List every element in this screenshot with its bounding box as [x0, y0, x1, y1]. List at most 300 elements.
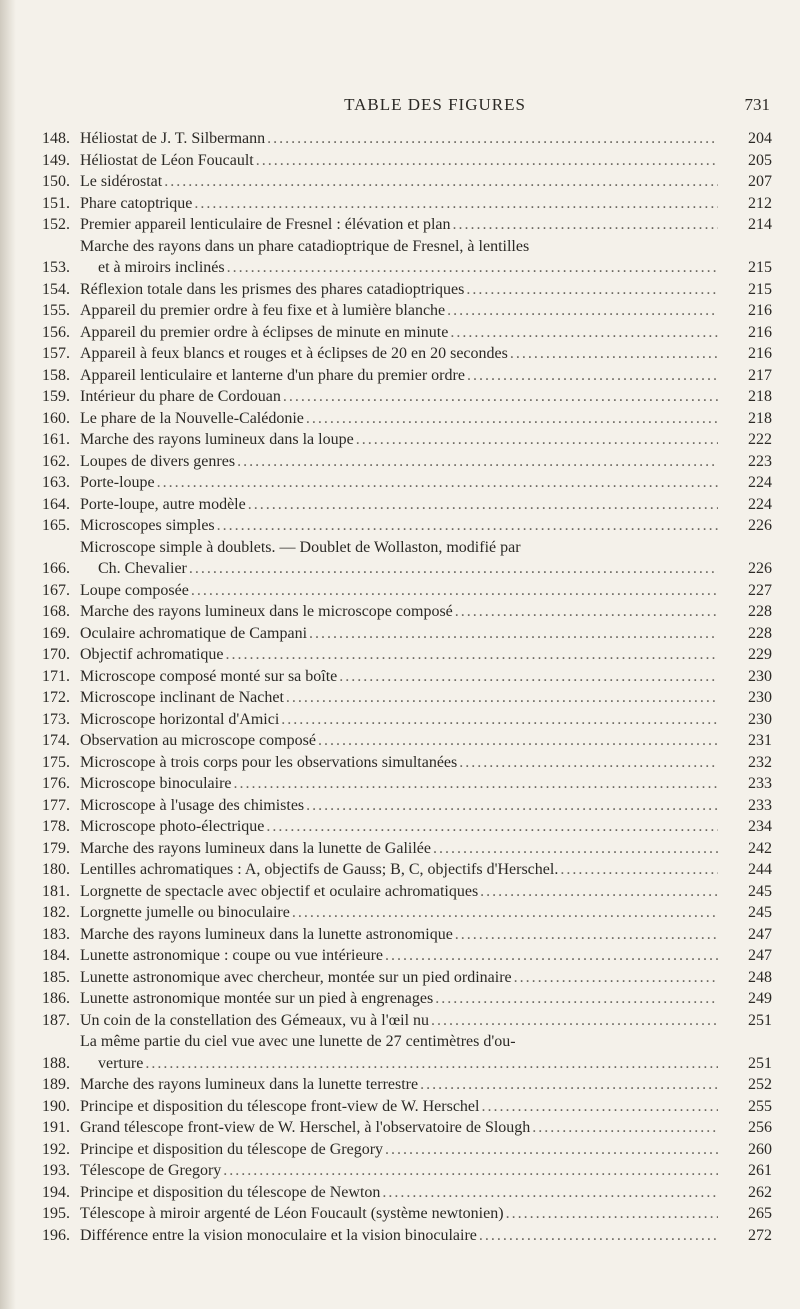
entry-title: Lunette astronomique avec chercheur, montée sur un pied ordinaire	[80, 968, 512, 986]
dot-leader	[418, 1074, 718, 1096]
toc-entry	[0, 924, 800, 946]
entry-title-first-line: Marche des rayons dans un phare catadioptrique de Fresnel, à lentilles	[80, 237, 530, 255]
dot-leader	[264, 816, 718, 838]
toc-entry	[0, 236, 800, 279]
entry-title: Héliostat de Léon Foucault	[80, 151, 254, 169]
toc-entry	[0, 902, 800, 924]
toc-entry	[0, 279, 800, 301]
entry-page: 226	[748, 560, 772, 577]
entry-page: 249	[748, 990, 772, 1007]
entry-page: 251	[748, 1054, 772, 1072]
entry-title: Marche des rayons lumineux dans la lunette astronomique	[80, 925, 453, 943]
entry-leader	[80, 687, 718, 709]
entry-page: 272	[748, 1226, 772, 1244]
entry-number: 161.	[42, 431, 70, 448]
entry-page: 242	[748, 839, 772, 857]
entry-title: Microscope composé monté sur sa boîte	[80, 667, 338, 685]
entry-leader	[80, 1139, 718, 1161]
entry-title: Appareil lenticulaire et lanterne d'un phare du premier ordre	[80, 366, 465, 384]
entry-number: 156.	[42, 323, 70, 341]
toc-entry	[0, 171, 800, 193]
dot-leader	[457, 752, 718, 774]
dot-leader	[246, 494, 718, 516]
entry-number: 186.	[42, 990, 70, 1007]
toc-entry	[0, 709, 800, 731]
entry-title: Microscopes simples	[80, 517, 215, 534]
toc-entry	[0, 1074, 800, 1096]
dot-leader	[162, 171, 718, 193]
entry-page: 245	[748, 882, 772, 900]
toc-entry	[0, 1182, 800, 1204]
entry-page: 247	[748, 947, 772, 964]
toc-entry	[0, 1096, 800, 1118]
entry-leader	[80, 494, 718, 516]
dot-leader	[479, 1096, 718, 1118]
dot-leader	[337, 666, 718, 688]
dot-leader	[279, 709, 718, 731]
page-number: 731	[744, 95, 770, 114]
entry-title: Lunette astronomique : coupe ou vue intérieure	[80, 947, 384, 964]
entry-leader	[80, 171, 718, 193]
entry-page: 251	[748, 1011, 772, 1029]
entry-page: 233	[748, 796, 772, 814]
entry-leader	[80, 451, 718, 473]
entry-number: 166.	[42, 560, 70, 577]
toc-entry	[0, 150, 800, 172]
entry-number: 176.	[42, 775, 70, 792]
entry-page: 245	[748, 904, 772, 921]
dot-leader	[143, 1053, 718, 1075]
toc-entry	[0, 537, 800, 580]
entry-number: 153.	[42, 259, 70, 276]
entry-title: Microscope photo-électrique	[80, 818, 265, 835]
entry-leader	[80, 214, 718, 236]
dot-leader	[451, 214, 718, 236]
entry-page: 232	[748, 753, 772, 771]
entry-number: 172.	[42, 689, 70, 706]
entry-number: 168.	[42, 603, 70, 620]
toc-entry	[0, 687, 800, 709]
dot-leader	[453, 601, 718, 623]
entry-title: Marche des rayons lumineux dans la lunette terrestre	[80, 1076, 419, 1093]
entry-leader	[80, 623, 718, 645]
entry-number: 194.	[42, 1183, 70, 1201]
dot-leader	[232, 773, 719, 795]
entry-leader	[80, 343, 718, 365]
entry-title: Objectif achromatique	[80, 646, 224, 663]
dot-leader	[187, 558, 718, 580]
entry-leader	[80, 601, 718, 623]
entry-title: Un coin de la constellation des Gémeaux, vu à l'œil nu	[80, 1011, 430, 1029]
entry-page: 229	[748, 646, 772, 663]
entry-page: 231	[748, 732, 772, 749]
entry-page: 214	[748, 216, 772, 233]
entry-title: Porte-loupe	[80, 474, 155, 491]
dot-leader	[155, 472, 718, 494]
dot-leader	[433, 988, 718, 1010]
toc-entry	[0, 343, 800, 365]
entry-page: 216	[748, 302, 772, 319]
toc-entry	[0, 1225, 800, 1247]
entry-leader	[80, 752, 718, 774]
entry-number: 159.	[42, 388, 70, 405]
dot-leader	[448, 322, 718, 344]
entry-leader	[80, 902, 718, 924]
toc-entry	[0, 408, 800, 430]
toc-entry	[0, 1010, 800, 1032]
dot-leader	[558, 859, 718, 881]
entry-leader	[80, 988, 718, 1010]
entry-number: 181.	[42, 882, 70, 900]
dot-leader	[477, 1225, 718, 1247]
entry-leader	[80, 967, 718, 989]
entry-leader	[80, 924, 718, 946]
entry-title: Le sidérostat	[80, 173, 163, 190]
entry-leader	[80, 279, 718, 301]
toc-entry	[0, 623, 800, 645]
dot-leader	[383, 1139, 718, 1161]
entry-leader	[80, 193, 718, 215]
entry-page: 226	[748, 517, 772, 534]
toc-entry	[0, 580, 800, 602]
entry-number: 190.	[42, 1097, 70, 1115]
entry-number: 178.	[42, 818, 70, 835]
entry-number: 163.	[42, 474, 70, 491]
entry-page: 247	[748, 925, 772, 943]
entry-number: 150.	[42, 173, 70, 190]
dot-leader	[254, 150, 718, 172]
entry-title: Marche des rayons lumineux dans la loupe	[80, 431, 354, 448]
toc-entry	[0, 752, 800, 774]
entry-title: Lorgnette de spectacle avec objectif et oculaire achromatiques	[80, 882, 479, 900]
dot-leader	[354, 429, 718, 451]
entry-number: 196.	[42, 1226, 70, 1244]
entry-number: 188.	[42, 1054, 70, 1072]
toc-entry	[0, 322, 800, 344]
entry-leader	[80, 408, 718, 430]
toc-entry	[0, 601, 800, 623]
entry-page: 260	[748, 1140, 772, 1158]
toc-entry	[0, 1203, 800, 1225]
dot-leader	[304, 795, 718, 817]
entry-leader	[80, 1182, 718, 1204]
toc-entry	[0, 1139, 800, 1161]
entry-page: 230	[748, 689, 772, 706]
entry-page: 207	[748, 173, 772, 190]
toc-entry	[0, 644, 800, 666]
entry-title: Principe et disposition du télescope de Newton	[80, 1183, 381, 1201]
entry-number: 191.	[42, 1119, 70, 1136]
entry-leader	[80, 666, 718, 688]
entry-number: 155.	[42, 302, 70, 319]
dot-leader	[504, 1203, 718, 1225]
entry-page: 205	[748, 151, 772, 169]
entry-title: Premier appareil lenticulaire de Fresnel : élévation et plan	[80, 216, 451, 233]
dot-leader	[445, 300, 718, 322]
toc-entry	[0, 1031, 800, 1074]
toc-entry	[0, 816, 800, 838]
entry-number: 189.	[42, 1076, 70, 1093]
dot-leader	[224, 644, 719, 666]
entry-page: 261	[748, 1162, 772, 1179]
toc-entry	[0, 945, 800, 967]
entry-title: Lorgnette jumelle ou binoculaire	[80, 904, 290, 921]
entry-number: 179.	[42, 839, 70, 857]
toc-entry	[0, 193, 800, 215]
entry-leader	[80, 1074, 718, 1096]
dot-leader	[192, 193, 718, 215]
entry-leader	[80, 945, 718, 967]
entry-leader	[80, 150, 718, 172]
entry-page: 216	[748, 323, 772, 341]
entry-leader	[80, 816, 718, 838]
entry-leader	[80, 1096, 718, 1118]
toc-entry	[0, 773, 800, 795]
entry-title: Télescope de Gregory	[80, 1162, 222, 1179]
toc-entry	[0, 838, 800, 860]
entry-number: 170.	[42, 646, 70, 663]
entry-number: 174.	[42, 732, 70, 749]
toc-entry	[0, 300, 800, 322]
entry-page: 216	[748, 345, 772, 362]
entry-title: Télescope à miroir argenté de Léon Foucault (système newtonien)	[80, 1205, 504, 1222]
toc-entry	[0, 472, 800, 494]
entry-number: 157.	[42, 345, 70, 362]
dot-leader	[530, 1117, 718, 1139]
entry-leader	[80, 838, 718, 860]
entry-leader	[80, 386, 718, 408]
entry-leader	[80, 472, 718, 494]
dot-leader	[284, 687, 718, 709]
toc-entry	[0, 859, 800, 881]
entry-page: 252	[748, 1076, 772, 1093]
entry-title: Microscope binoculaire	[80, 775, 232, 792]
entry-number: 175.	[42, 753, 70, 771]
dot-leader	[189, 580, 718, 602]
entry-leader	[80, 515, 718, 537]
entry-page: 215	[748, 259, 772, 276]
entry-title: Le phare de la Nouvelle-Calédonie	[80, 409, 304, 427]
toc-entry	[0, 881, 800, 903]
page-title: TABLE DES FIGURES	[344, 95, 526, 114]
entry-page: 255	[748, 1097, 772, 1115]
entry-title: Principe et disposition du télescope de Gregory	[80, 1140, 384, 1158]
entry-number: 154.	[42, 280, 70, 298]
entry-page: 248	[748, 968, 772, 986]
entry-page: 256	[748, 1119, 772, 1136]
dot-leader	[478, 881, 718, 903]
entry-number: 173.	[42, 710, 70, 728]
entry-number: 152.	[42, 216, 70, 233]
entry-leader	[80, 300, 718, 322]
dot-leader	[215, 515, 718, 537]
toc-entry	[0, 214, 800, 236]
entry-number: 162.	[42, 452, 70, 470]
entry-leader	[80, 773, 718, 795]
dot-leader	[429, 1010, 718, 1032]
toc-entry	[0, 515, 800, 537]
dot-leader	[316, 730, 718, 752]
entry-leader	[80, 257, 718, 279]
entry-page: 224	[748, 474, 772, 491]
entry-title: Loupes de divers genres	[80, 452, 236, 470]
entry-title: Appareil à feux blancs et rouges et à éclipses de 20 en 20 secondes	[80, 345, 508, 362]
entry-leader	[80, 1225, 718, 1247]
entry-title: Ch. Chevalier	[98, 560, 187, 577]
entry-leader	[80, 881, 718, 903]
dot-leader	[431, 838, 718, 860]
entry-title: Microscope à l'usage des chimistes	[80, 796, 305, 814]
toc-entry	[0, 795, 800, 817]
entry-leader	[80, 795, 718, 817]
entry-number: 148.	[42, 130, 70, 147]
entry-title: Héliostat de J. T. Silbermann	[80, 130, 266, 147]
dot-leader	[221, 1160, 718, 1182]
entry-title: Réflexion totale dans les prismes des phares catadioptriques	[80, 280, 465, 298]
entry-title: Appareil du premier ordre à feu fixe et à lumière blanche	[80, 302, 446, 319]
entry-title: Lentilles achromatiques : A, objectifs de Gauss; B, C, objectifs d'Herschel.	[80, 861, 559, 878]
entry-leader	[80, 322, 718, 344]
table-of-figures	[0, 128, 800, 1246]
entry-page: 218	[748, 388, 772, 405]
entry-title: Oculaire achromatique de Campani	[80, 624, 308, 642]
dot-leader	[265, 128, 718, 150]
entry-number: 165.	[42, 517, 70, 534]
entry-page: 233	[748, 775, 772, 792]
entry-leader	[80, 1010, 718, 1032]
dot-leader	[512, 967, 718, 989]
entry-page: 223	[748, 452, 772, 470]
entry-page: 215	[748, 280, 772, 298]
entry-leader	[80, 128, 718, 150]
entry-page: 227	[748, 581, 772, 599]
entry-number: 185.	[42, 968, 70, 986]
entry-leader	[80, 1203, 718, 1225]
entry-number: 193.	[42, 1162, 70, 1179]
entry-leader	[80, 365, 718, 387]
toc-entry	[0, 730, 800, 752]
dot-leader	[307, 623, 718, 645]
dot-leader	[380, 1182, 718, 1204]
entry-leader	[80, 644, 718, 666]
entry-title: Différence entre la vision monoculaire et la vision binoculaire	[80, 1226, 477, 1244]
entry-title: Grand télescope front-view de W. Herschel, à l'observatoire de Slough	[80, 1119, 531, 1136]
entry-page: 244	[748, 861, 772, 878]
entry-page: 230	[748, 667, 772, 685]
entry-number: 180.	[42, 861, 70, 878]
toc-entry	[0, 666, 800, 688]
entry-number: 164.	[42, 495, 70, 513]
entry-title: Intérieur du phare de Cordouan	[80, 388, 281, 405]
entry-title: Loupe composée	[80, 581, 189, 599]
entry-page: 224	[748, 495, 772, 513]
entry-leader	[80, 1053, 718, 1075]
entry-leader	[80, 1160, 718, 1182]
toc-entry	[0, 1117, 800, 1139]
toc-entry	[0, 1160, 800, 1182]
entry-page: 218	[748, 409, 772, 427]
entry-title: Phare catoptrique	[80, 194, 193, 212]
toc-entry	[0, 967, 800, 989]
dot-leader	[290, 902, 718, 924]
entry-title: Principe et disposition du télescope front-view de W. Herschel	[80, 1097, 480, 1115]
entry-leader	[80, 730, 718, 752]
entry-title: Marche des rayons lumineux dans le microscope composé	[80, 603, 453, 620]
entry-number: 169.	[42, 624, 70, 642]
entry-title: Porte-loupe, autre modèle	[80, 495, 246, 513]
entry-title: Microscope à trois corps pour les observations simultanées	[80, 753, 458, 771]
entry-page: 204	[748, 130, 772, 147]
entry-leader	[80, 429, 718, 451]
dot-leader	[464, 279, 718, 301]
entry-number: 160.	[42, 409, 70, 427]
dot-leader	[225, 257, 718, 279]
toc-entry	[0, 451, 800, 473]
entry-title: Microscope horizontal d'Amici	[80, 710, 280, 728]
dot-leader	[235, 451, 718, 473]
entry-leader	[80, 580, 718, 602]
dot-leader	[453, 924, 718, 946]
entry-leader	[80, 709, 718, 731]
entry-number: 158.	[42, 366, 70, 384]
entry-title: Observation au microscope composé	[80, 732, 316, 749]
page-header	[0, 95, 800, 123]
entry-page: 228	[748, 624, 772, 642]
toc-entry	[0, 988, 800, 1010]
entry-number: 171.	[42, 667, 70, 685]
entry-title: Microscope inclinant de Nachet	[80, 689, 284, 706]
entry-number: 195.	[42, 1205, 70, 1222]
entry-page: 230	[748, 710, 772, 728]
entry-number: 187.	[42, 1011, 70, 1029]
entry-title: Lunette astronomique montée sur un pied à engrenages	[80, 990, 434, 1007]
entry-page: 228	[748, 603, 772, 620]
entry-number: 177.	[42, 796, 70, 814]
entry-number: 151.	[42, 194, 70, 212]
entry-title: verture	[98, 1054, 144, 1072]
toc-entry	[0, 386, 800, 408]
toc-entry	[0, 494, 800, 516]
entry-page: 265	[748, 1205, 772, 1222]
dot-leader	[465, 365, 718, 387]
toc-entry	[0, 429, 800, 451]
entry-number: 184.	[42, 947, 70, 964]
dot-leader	[304, 408, 718, 430]
entry-number: 167.	[42, 581, 70, 599]
entry-page: 262	[748, 1183, 772, 1201]
dot-leader	[508, 343, 718, 365]
entry-title-first-line: Microscope simple à doublets. — Doublet de Wollaston, modifié par	[80, 538, 521, 556]
entry-number: 192.	[42, 1140, 70, 1158]
toc-entry	[0, 365, 800, 387]
entry-leader	[80, 1117, 718, 1139]
entry-page: 234	[748, 818, 772, 835]
entry-leader	[80, 558, 718, 580]
entry-leader	[80, 859, 718, 881]
entry-number: 183.	[42, 925, 70, 943]
entry-number: 149.	[42, 151, 70, 169]
entry-number: 182.	[42, 904, 70, 921]
entry-page: 222	[748, 431, 772, 448]
entry-title-first-line: La même partie du ciel vue avec une lunette de 27 centimètres d'ou-	[80, 1033, 516, 1050]
dot-leader	[281, 386, 718, 408]
dot-leader	[383, 945, 718, 967]
entry-page: 212	[748, 194, 772, 212]
entry-title: Marche des rayons lumineux dans la lunette de Galilée	[80, 839, 431, 857]
entry-title: Appareil du premier ordre à éclipses de minute en minute	[80, 323, 449, 341]
entry-title: et à miroirs inclinés	[98, 259, 225, 276]
entry-page: 217	[748, 366, 772, 384]
